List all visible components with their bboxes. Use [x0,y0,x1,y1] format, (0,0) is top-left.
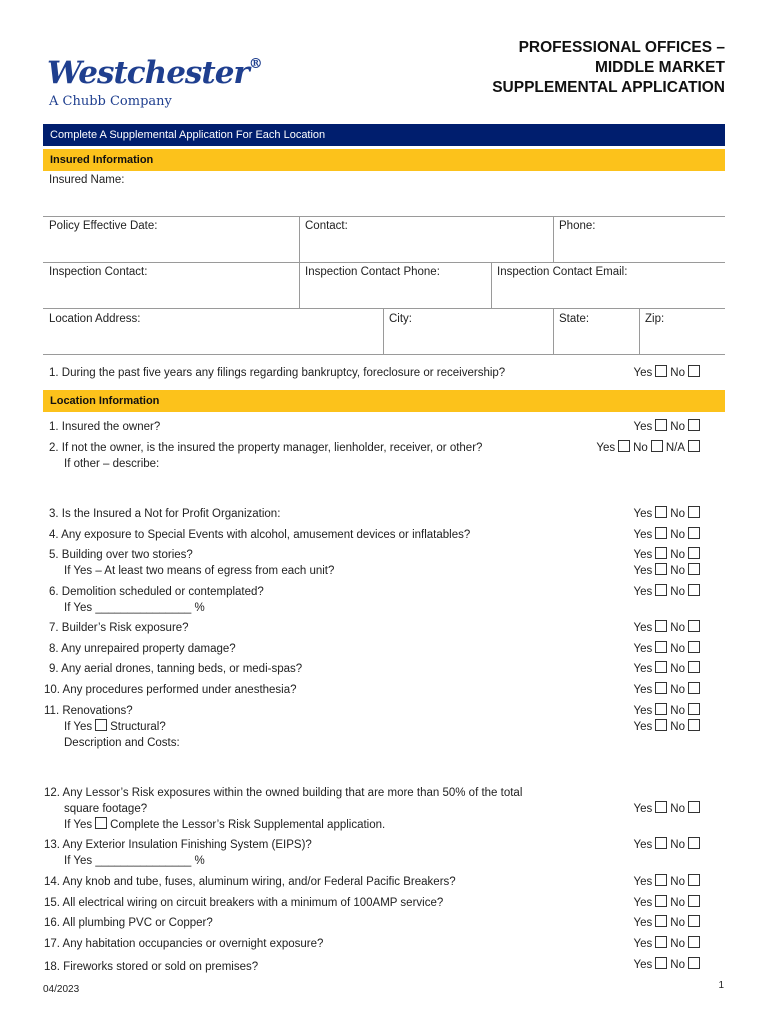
contact-label: Contact: [305,220,348,232]
answer-yes-no: Yes No [634,563,703,579]
question-13: 13. Any Exterior Insulation Finishing System (EIPS)? If Yes _______________ % [44,839,312,867]
answer-yes-no: Yes No [634,915,703,931]
question-10: 10. Any procedures performed under anesthesia? [44,684,297,696]
checkbox[interactable] [688,703,700,715]
checkbox[interactable] [655,837,667,849]
divider [299,216,300,262]
checkbox[interactable] [688,837,700,849]
answer-yes-no: Yes No [634,682,703,698]
checkbox[interactable] [688,527,700,539]
checkbox[interactable] [688,506,700,518]
divider [383,308,384,354]
answer-yes-no: Yes No [634,957,703,973]
checkbox[interactable] [655,661,667,673]
answer-yes-no: Yes No [634,419,703,435]
question-9: 9. Any aerial drones, tanning beds, or medi-spas? [49,663,303,675]
divider [43,262,725,263]
divider [43,354,725,355]
divider [491,262,492,308]
westchester-logo: Westchester® [47,55,262,91]
checkbox[interactable] [688,915,700,927]
question-1: 1. Insured the owner? [49,421,161,433]
question-16: 16. All plumbing PVC or Copper? [44,917,213,929]
city-label: City: [389,313,412,325]
checkbox[interactable] [655,874,667,886]
divider [639,308,640,354]
document-title: PROFESSIONAL OFFICES – MIDDLE MARKET SUPPLEMENTAL APPLICATION [492,39,725,96]
checkbox[interactable] [655,641,667,653]
bankruptcy-question: 1. During the past five years any filings regarding bankruptcy, foreclosure or receivership? [49,367,506,379]
location-information-header: Location Information [43,390,725,412]
question-3: 3. Is the Insured a Not for Profit Organization: [49,508,281,520]
answer-yes-no: Yes No [634,620,703,636]
answer-yes-no: Yes No [634,547,703,563]
policy-effective-date-label: Policy Effective Date: [49,220,158,232]
checkbox[interactable] [655,584,667,596]
checkbox[interactable] [655,801,667,813]
page-number: 1 [718,980,724,991]
logo-subtitle: A Chubb Company [49,94,172,109]
question-4: 4. Any exposure to Special Events with alcohol, amusement devices or inflatables? [49,529,471,541]
checkbox[interactable] [688,895,700,907]
checkbox[interactable] [95,719,107,731]
checkbox[interactable] [655,703,667,715]
question-15: 15. All electrical wiring on circuit breakers with a minimum of 100AMP service? [44,897,444,909]
divider [43,216,725,217]
answer-yes-no: Yes No [634,584,703,600]
question-2: 2. If not the owner, is the insured the property manager, lienholder, receiver, or other? If other – describe: [49,442,483,470]
answer-yes-no: Yes No [634,801,703,817]
checkbox[interactable] [655,719,667,731]
answer-yes-no: Yes No [634,895,703,911]
question-8: 8. Any unrepaired property damage? [49,643,236,655]
checkbox[interactable] [651,440,663,452]
question-17: 17. Any habitation occupancies or overnight exposure? [44,938,324,950]
checkbox[interactable] [688,874,700,886]
answer-yes-no: Yes No [634,703,703,719]
question-12: 12. Any Lessor’s Risk exposures within the owned building that are more than 50% of the total square footage? If Yes Complete the Lessor’s Risk Supplemental application. [44,787,523,831]
checkbox[interactable] [688,682,700,694]
checkbox[interactable] [655,620,667,632]
checkbox[interactable] [688,620,700,632]
answer-yes-no: Yes No [634,527,703,543]
zip-label: Zip: [645,313,665,325]
checkbox[interactable] [688,661,700,673]
insured-name-label: Insured Name: [49,174,125,186]
checkbox[interactable] [688,365,700,377]
question-14: 14. Any knob and tube, fuses, aluminum wiring, and/or Federal Pacific Breakers? [44,876,456,888]
answer-yes-no: Yes No [634,719,703,735]
inspection-contact-phone-label: Inspection Contact Phone: [305,266,440,278]
checkbox[interactable] [655,682,667,694]
checkbox[interactable] [688,957,700,969]
checkbox[interactable] [688,419,700,431]
checkbox[interactable] [655,547,667,559]
answer-yes-no-na: Yes No N/A [596,440,703,456]
location-address-label: Location Address: [49,313,141,325]
checkbox[interactable] [655,527,667,539]
answer-yes-no: Yes No [634,874,703,890]
phone-label: Phone: [559,220,596,232]
checkbox[interactable] [688,719,700,731]
insured-information-header: Insured Information [43,149,725,171]
divider [299,262,300,308]
answer-yes-no: Yes No [634,365,703,381]
checkbox[interactable] [655,506,667,518]
checkbox[interactable] [688,563,700,575]
answer-yes-no: Yes No [634,661,703,677]
checkbox[interactable] [655,419,667,431]
checkbox[interactable] [688,584,700,596]
question-11: 11. Renovations? If Yes Structural? Description and Costs: [44,705,180,749]
question-18: 18. Fireworks stored or sold on premises? [44,961,259,973]
checkbox[interactable] [655,895,667,907]
checkbox[interactable] [95,817,107,829]
checkbox[interactable] [655,915,667,927]
checkbox[interactable] [655,957,667,969]
answer-yes-no: Yes No [634,837,703,853]
question-6: 6. Demolition scheduled or contemplated? If Yes _______________ % [49,586,264,614]
checkbox[interactable] [688,547,700,559]
checkbox[interactable] [688,641,700,653]
divider [43,308,725,309]
inspection-contact-label: Inspection Contact: [49,266,148,278]
divider [553,216,554,262]
checkbox[interactable] [688,801,700,813]
checkbox[interactable] [655,365,667,377]
checkbox[interactable] [655,563,667,575]
question-7: 7. Builder’s Risk exposure? [49,622,189,634]
form-date: 04/2023 [43,984,80,995]
inspection-contact-email-label: Inspection Contact Email: [497,266,628,278]
answer-yes-no: Yes No [634,506,703,522]
checkbox[interactable] [618,440,630,452]
checkbox[interactable] [688,936,700,948]
state-label: State: [559,313,590,325]
answer-yes-no: Yes No [634,641,703,657]
checkbox[interactable] [688,440,700,452]
answer-yes-no: Yes No [634,936,703,952]
location-banner: Complete A Supplemental Application For Each Location [43,124,725,146]
divider [553,308,554,354]
question-5: 5. Building over two stories? If Yes – At least two means of egress from each unit? [49,549,335,577]
checkbox[interactable] [655,936,667,948]
